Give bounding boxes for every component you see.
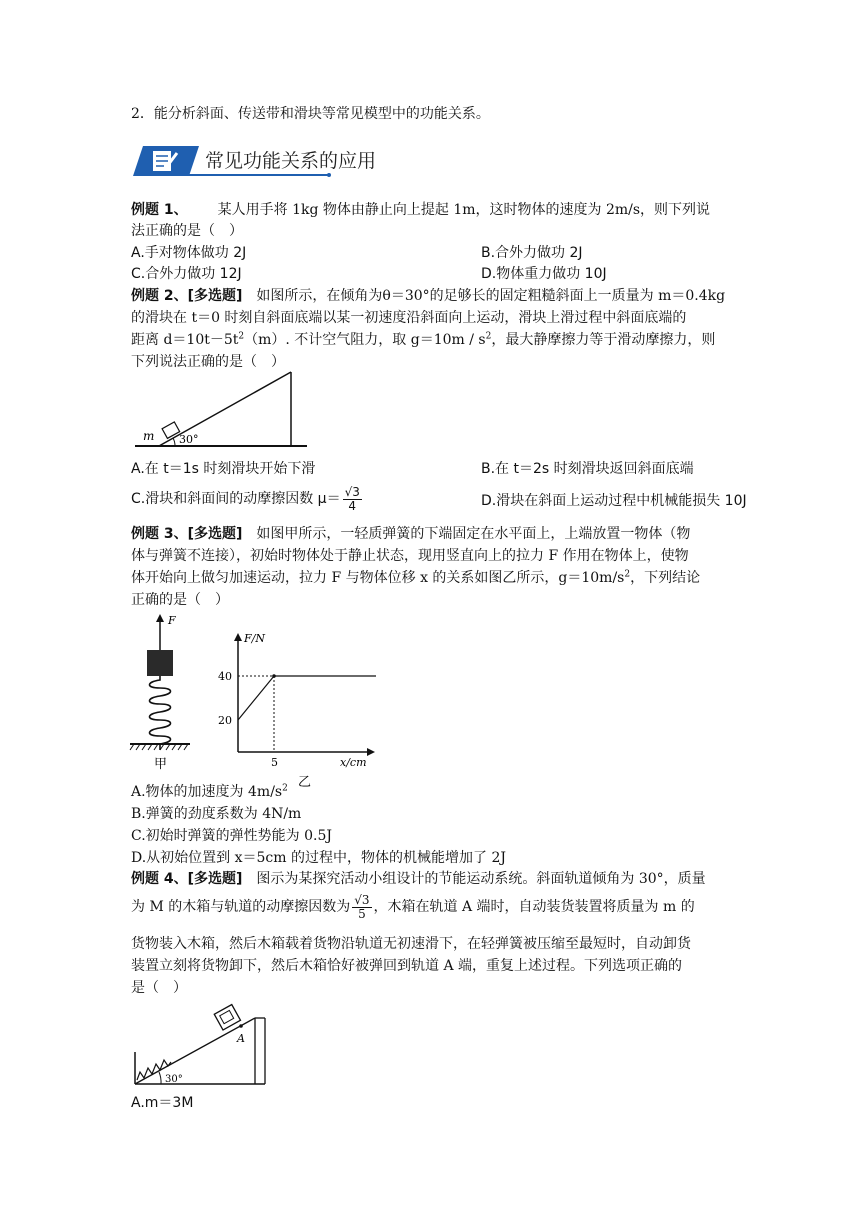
y-tick-20: 20: [218, 714, 232, 727]
ex3-line1: [131, 524, 690, 544]
caption-yi: 乙: [298, 775, 312, 790]
ex3-option-d: D.从初始位置到 x＝5cm 的过程中，物体的机械能增加了 2J: [131, 850, 506, 866]
ex3-option-b: B.弹簧的劲度系数为 4N/m: [131, 806, 302, 822]
y-axis-label: F/N: [244, 632, 265, 645]
ex2-line3: [131, 330, 715, 350]
ex2-text1: 如图所示，在倾角为θ＝30°的足够长的固定粗糙斜面上一质量为 m＝0.4kg: [256, 288, 726, 304]
ex4-line2: [131, 892, 695, 922]
ex1-line1: [131, 200, 710, 220]
intro-text: 2．能分析斜面、传送带和滑块等常见模型中的功能关系。: [131, 106, 490, 122]
ex2-option-c-text: C.滑块和斜面间的动摩擦因数 μ＝: [131, 491, 341, 507]
ex3-line3: [131, 568, 700, 588]
ex4-line4: 装置立刻将货物卸下，然后木箱恰好被弹回到轨道 A 端，重复上述过程。下列选项正确的: [131, 958, 683, 974]
ex2-line1: [131, 286, 725, 306]
y-tick-40: 40: [218, 670, 232, 683]
y-axis-arrow: [234, 633, 242, 641]
spring-coil: [150, 676, 171, 750]
ex1-option-a: A.手对物体做功 2J: [131, 245, 247, 261]
ex3-fx-graph: [212, 630, 382, 790]
ex2-line2: 的滑块在 t＝0 时刻自斜面底端以某一初速度沿斜面向上运动，滑块上滑过程中斜面底端的: [131, 310, 687, 326]
ex2-text3a: 距离 d＝10t－5t: [131, 332, 239, 348]
ex4-mu-fraction: [352, 894, 371, 921]
ex2-mu-numerator: √3: [344, 484, 360, 499]
ex4-line1: [131, 869, 706, 889]
section-underline-dot: [327, 173, 331, 177]
ex2-sup1: 2: [238, 331, 245, 342]
ex3-text3a: 体开始向上做匀加速运动，拉力 F 与物体位移 x 的关系如图乙所示，g＝10m/s: [131, 570, 625, 586]
ex4-line5: 是（ ）: [131, 980, 187, 996]
ex2-sup2: 2: [485, 331, 492, 342]
ex1-option-c: C.合外力做功 12J: [131, 266, 242, 282]
ex2-text3b: （m）. 不计空气阻力，取 g＝10m / s: [244, 332, 486, 348]
ex4-mu-numerator: √3: [354, 892, 370, 907]
ex4-line3: 货物装入木箱，然后木箱载着货物沿轨道无初速滑下，在轻弹簧被压缩至最短时，自动卸货: [131, 936, 691, 952]
ex3-spring-figure: [128, 612, 198, 772]
point-a-label: A: [237, 1032, 245, 1045]
ex3-label: 例题 3、[多选题]: [131, 526, 243, 542]
incline-surface: [135, 1018, 255, 1084]
ex2-line4: 下列说法正确的是（ ）: [131, 354, 285, 370]
force-label: F: [168, 614, 176, 627]
ex2-incline-figure: [131, 368, 311, 454]
ex2-option-c: [131, 485, 364, 513]
ex4-label: 例题 4、[多选题]: [131, 871, 243, 887]
ex1-line2: 法正确的是（ ）: [131, 223, 243, 239]
x-axis-arrow: [367, 748, 375, 756]
mass-label: m: [143, 429, 155, 443]
rising-segment: [238, 676, 274, 720]
angle-label: 30°: [165, 1074, 183, 1085]
ex1-option-b: B.合外力做功 2J: [481, 245, 583, 261]
ex4-text1: 图示为某探究活动小组设计的节能运动系统。斜面轨道倾角为 30°，质量: [256, 871, 706, 887]
edit-note-icon: [131, 142, 201, 178]
ex4-option-a: A.m＝3M: [131, 1095, 194, 1111]
ex3-line4: 正确的是（ ）: [131, 592, 229, 608]
ex3-option-a-text: A.物体的加速度为 4m/s: [131, 784, 283, 800]
ex2-mu-denominator: 4: [348, 498, 357, 513]
block: [147, 650, 173, 676]
ex3-text1: 如图甲所示，一轻质弹簧的下端固定在水平面上，上端放置一物体（物: [256, 526, 691, 542]
ex3-option-c: C.初始时弹簧的弹性势能为 0.5J: [131, 828, 332, 844]
ex2-mu-fraction: [343, 486, 362, 513]
ex2-option-a: A.在 t＝1s 时刻滑块开始下滑: [131, 461, 316, 477]
ex3-option-a: [131, 782, 288, 802]
x-axis-label: x/cm: [340, 756, 367, 769]
corner-point: [272, 674, 276, 678]
ex2-label: 例题 2、[多选题]: [131, 288, 243, 304]
ex1-label: 例题 1、: [131, 202, 188, 218]
force-arrowhead: [156, 614, 164, 622]
ex4-text2b: ，木箱在轨道 A 端时，自动装货装置将质量为 m 的: [373, 899, 695, 915]
ex4-mu-denominator: 5: [358, 906, 366, 921]
section-header: [131, 142, 377, 182]
ex1-text1: 某人用手将 1kg 物体由静止向上提起 1m，这时物体的速度为 2m/s，则下列说: [217, 202, 711, 218]
x-tick-5: 5: [271, 756, 278, 769]
ex3-line2: 体与弹簧不连接），初始时物体处于静止状态，现用竖直向上的拉力 F 作用在物体上，使物: [131, 548, 689, 564]
ex2-option-b: B.在 t＝2s 时刻滑块返回斜面底端: [481, 461, 694, 477]
ex4-incline-figure: [131, 992, 271, 1088]
angle-arc: [173, 438, 175, 446]
ex2-option-d: D.滑块在斜面上运动过程中机械能损失 10J: [481, 493, 747, 509]
angle-arc: [159, 1072, 161, 1084]
ex2-text3c: ，最大静摩擦力等于滑动摩擦力，则: [491, 332, 716, 348]
point-a-dot: [239, 1024, 243, 1028]
section-underline: [187, 174, 329, 176]
ex4-text2a: 为 M 的木箱与轨道的动摩擦因数为: [131, 899, 351, 915]
ex3-text3b: ，下列结论: [630, 570, 701, 586]
angle-label: 30°: [179, 433, 199, 446]
ex3-sup: 2: [624, 569, 631, 580]
caption-jia: 甲: [154, 757, 168, 772]
cargo-box: [214, 1005, 240, 1030]
section-title: 常见功能关系的应用: [205, 150, 377, 172]
ex1-option-d: D.物体重力做功 10J: [481, 266, 607, 282]
ex3-option-a-sup: 2: [282, 783, 288, 794]
